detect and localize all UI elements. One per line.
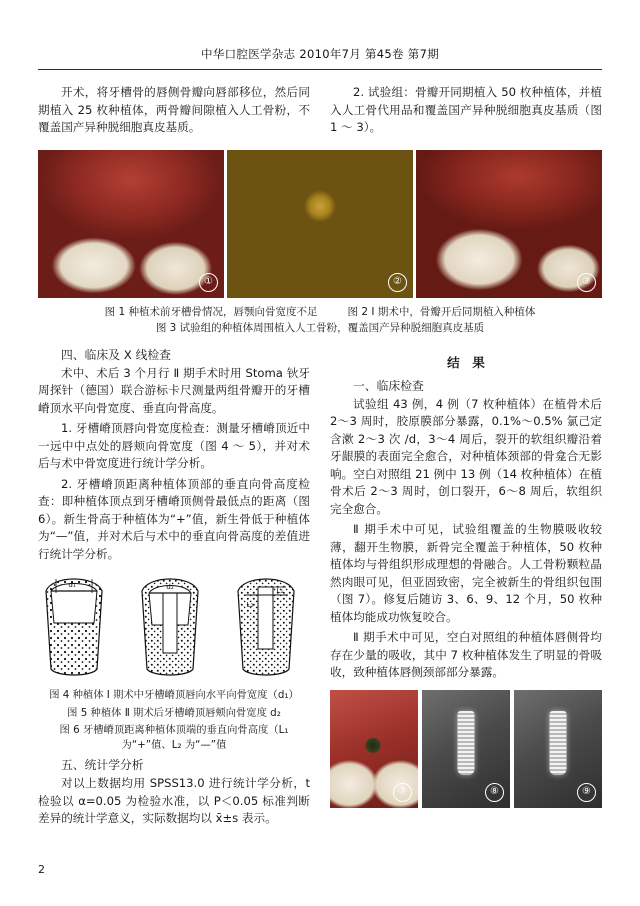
- photo-healed-site: [330, 690, 418, 808]
- body-columns: [38, 342, 602, 831]
- photo-index-9: ⑨: [577, 783, 596, 802]
- heading-clinical-xray: 四、临床及 X 线检查: [61, 347, 171, 362]
- right-paragraph-2: 试验组 43 例，4 例（7 枚种植体）在植骨术后 2～3 周时，胶原膜部分暴露，0.1%～0.5% 氯己定含漱 2～3 次 /d，3～4 周后，裂开的软组织瓣沿着牙龈膜的表面完全愈合，对种植体颈部的骨龛合无影响。空白对照组 21 例中 13 例（14 枚种植体）在植骨术后 2～3 周时，创口裂开，6～8 周后，软组织完全愈合。: [330, 396, 602, 516]
- left-column-body: [38, 342, 310, 831]
- left-paragraph-stat: 对以上数据均用 SPSS13.0 进行统计学分析，t 检验以 α=0.05 为检验水准，以 P＜0.05 标准判断差异的统计学意义，实际数据均以 x̄±s 表示。: [38, 776, 310, 825]
- right-paragraph-4: Ⅱ 期手术中可见，空白对照组的种植体唇侧骨均存在少量的吸收，其中 7 枚种植体发生了明显的骨吸收，致种植体唇侧颈部部分暴露。: [330, 630, 602, 679]
- svg-text:d₁: d₁: [68, 581, 76, 589]
- running-head: 中华口腔医学杂志 2010年7月 第45卷 第7期: [201, 47, 439, 61]
- left-paragraph-2: 术中、术后 3 个月行 Ⅱ 期手术时用 Stoma 钬牙周探针（德国）联合游标卡尺测量两组骨瓣开的牙槽嵴顶水平向骨宽度、垂直向骨高度。: [38, 365, 310, 415]
- figure-photo-row-2: [330, 690, 602, 808]
- left-paragraph-1: 开术，将牙槽骨的唇侧骨瓣向唇部移位，然后同期植入 25 枚种植体，两骨瓣间隙植入人工骨粉，不覆盖国产异种脱细胞真皮基质。: [38, 85, 310, 134]
- right-paragraph-1: 2. 试验组：骨瓣开同期植入 50 枚种植体，并植入人工骨代用品和覆盖国产异种脱细胞真皮基质（图 1 ～ 3）。: [330, 85, 602, 134]
- figure4-caption: 图 4 种植体 Ⅰ 期术中牙槽嵴顶唇向水平向骨宽度（d₁）: [49, 689, 299, 701]
- figure1-caption: 图 1 种植术前牙槽骨情况，唇颚向骨宽度不足: [104, 305, 318, 318]
- left-item-1: 1. 牙槽嵴顶唇向骨宽度检查：测量牙槽嵴顶近中一远中中点处的唇颊向骨宽度（图 4 ～ 5），并对术后与术中骨宽度进行统计学分析。: [38, 421, 310, 470]
- left-item-2: 2. 牙槽嵴顶距离种植体顶部的垂直向骨高度检查：即种植体顶点到牙槽嵴顶侧骨最低点的距离（图 6）。新生骨高于种植体为“+”值，新生骨低于种植体为“—”值，并对术后与术中的垂直向骨高度的差值进行统计学分析。: [38, 476, 310, 561]
- photo-index-7: ⑦: [393, 783, 412, 802]
- page-number: 2: [38, 863, 45, 876]
- photo-index-1: ①: [199, 273, 218, 292]
- right-column-top: [330, 84, 602, 140]
- left-column-top: [38, 84, 310, 140]
- implant-shape-2: [550, 711, 567, 775]
- svg-text:L₂: L₂: [246, 601, 254, 609]
- figure3-caption: 图 3 试验组的种植体周围植入人工骨粉，覆盖国产异种脱细胞真皮基质: [155, 321, 485, 334]
- figure6-caption: 图 6 牙槽嵴顶距离种植体顶端的垂直向骨高度（L₁ 为“+”值、L₂ 为“—”值: [59, 724, 289, 751]
- radiograph-implant-1: [422, 690, 510, 808]
- figure2-caption: 图 2 Ⅰ 期术中，骨瓣开后同期植入种植体: [347, 305, 536, 318]
- right-column-body: [330, 342, 602, 831]
- results-title: 结 果: [447, 354, 485, 370]
- photo-index-2: ②: [388, 273, 407, 292]
- photo-index-8: ⑧: [485, 783, 504, 802]
- figure-photo-strip: [38, 150, 602, 298]
- schematic-figures: [38, 569, 310, 685]
- schematic-svg: [38, 569, 310, 681]
- photo-index-3: ③: [577, 273, 596, 292]
- radiograph-implant-2: [514, 690, 602, 808]
- photo-surgical-site-2: [227, 150, 413, 298]
- figure5-caption: 图 5 种植体 Ⅱ 期术后牙槽嵴顶唇颊向骨宽度 d₂: [67, 706, 281, 719]
- svg-text:L₁: L₁: [276, 587, 284, 595]
- implant-shape-1: [458, 711, 475, 775]
- heading-statistics: 五、统计学分析: [61, 758, 144, 772]
- figure-caption-row-1: [38, 304, 602, 319]
- photo-surgical-site-3: [416, 150, 602, 298]
- header-rule: [38, 69, 602, 70]
- photo-surgical-site-1: [38, 150, 224, 298]
- svg-text:d₂: d₂: [166, 583, 174, 591]
- right-paragraph-3: Ⅱ 期手术中可见，试验组覆盖的生物膜吸收较薄，翻开生物膜，新骨完全覆盖于种植体，50 枚种植体均与骨组织形成理想的骨融合。人工骨粉颗粒晶然肉眼可见，但亚固致密，完全被新生的骨组织包围（图 7）。修复后随访 3、6、9、12 个月，50 枚种植体均能成功恢复咬合。: [330, 522, 602, 624]
- heading-clinical-exam: 一、临床检查: [353, 378, 424, 393]
- top-text-columns: [38, 84, 602, 140]
